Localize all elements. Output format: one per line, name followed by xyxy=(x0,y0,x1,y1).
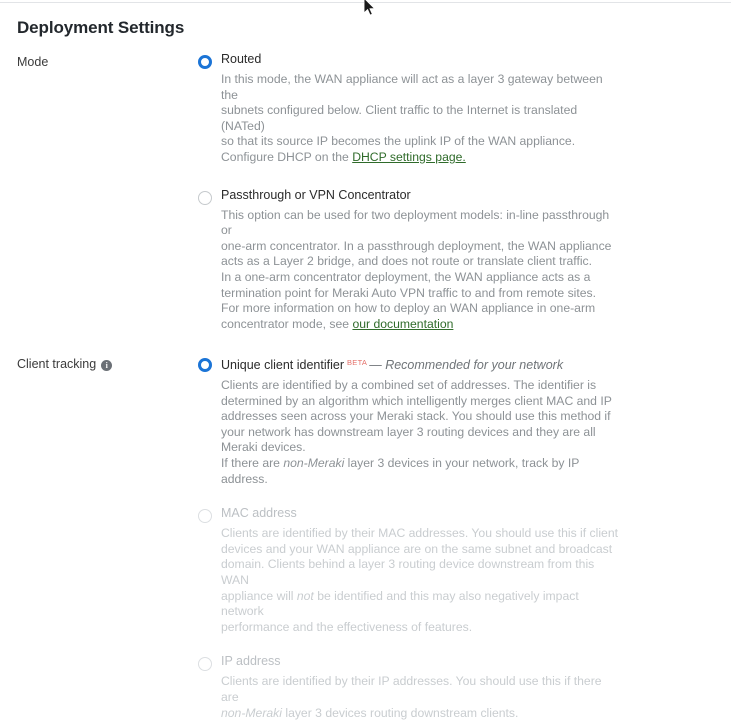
ip-desc-line-2 xyxy=(221,706,621,721)
passthrough-desc-line-7-text: concentrator mode, see xyxy=(221,317,352,331)
option-passthrough[interactable] xyxy=(198,188,628,333)
dhcp-settings-page-link[interactable]: DHCP settings page. xyxy=(352,150,466,164)
mac-desc-line-4-a: appliance will xyxy=(221,589,297,603)
passthrough-desc-line-2: one-arm concentrator. In a passthrough deployment, the WAN appliance xyxy=(221,239,621,255)
radio-routed[interactable] xyxy=(198,55,212,69)
beta-badge: BETA xyxy=(347,358,367,367)
uci-desc-line-3: addresses seen across your Meraki stack. You should use this method if xyxy=(221,409,621,425)
option-ip-description xyxy=(221,674,621,721)
option-ip-address[interactable] xyxy=(198,654,628,721)
mode-options-group xyxy=(198,52,628,332)
mode-row-label xyxy=(17,55,48,69)
mac-desc-line-4 xyxy=(221,589,621,620)
option-mac-label: MAC address xyxy=(221,506,297,521)
ip-desc-line-2-b: layer 3 devices routing downstream clients. xyxy=(282,706,518,720)
ip-desc-line-2-emphasis: non-Meraki xyxy=(221,706,282,720)
mode-label-text: Mode xyxy=(17,55,48,69)
option-routed-description xyxy=(221,72,621,166)
info-icon[interactable]: i xyxy=(101,360,112,371)
option-passthrough-description xyxy=(221,208,621,333)
uci-desc-line-4: your network has downstream layer 3 routing devices and they are all xyxy=(221,425,621,441)
option-passthrough-label: Passthrough or VPN Concentrator xyxy=(221,188,411,203)
option-uci-description xyxy=(221,378,621,487)
mac-desc-line-5: performance and the effectiveness of features. xyxy=(221,620,621,636)
page-title: Deployment Settings xyxy=(17,18,184,38)
option-unique-client-identifier[interactable] xyxy=(198,355,628,487)
top-divider xyxy=(0,2,731,3)
mac-desc-line-4-emphasis: not xyxy=(297,589,314,603)
client-tracking-row-label xyxy=(17,357,112,371)
option-passthrough-head[interactable] xyxy=(198,188,628,203)
our-documentation-link[interactable]: our documentation xyxy=(352,317,453,331)
radio-ip-address[interactable] xyxy=(198,657,212,671)
uci-desc-line-1: Clients are identified by a combined set of addresses. The identifier is xyxy=(221,378,621,394)
uci-desc-line-2: determined by an algorithm which intelligently merges client MAC and IP xyxy=(221,394,621,410)
mac-desc-line-4-c: be identified and this may also negatively impact network xyxy=(221,589,579,619)
client-tracking-label-text: Client tracking xyxy=(17,357,96,371)
passthrough-desc-line-4: In a one-arm concentrator deployment, the WAN appliance acts as a xyxy=(221,270,621,286)
option-ip-head[interactable] xyxy=(198,654,628,669)
option-uci-head[interactable] xyxy=(198,355,628,373)
option-routed-head[interactable] xyxy=(198,52,628,67)
option-mac-head[interactable] xyxy=(198,506,628,521)
radio-passthrough[interactable] xyxy=(198,191,212,205)
passthrough-desc-line-7 xyxy=(221,317,621,333)
option-mac-address[interactable] xyxy=(198,506,628,635)
option-uci-label xyxy=(221,355,563,373)
uci-desc-line-6 xyxy=(221,456,621,487)
routed-desc-line-4 xyxy=(221,150,621,166)
option-routed[interactable] xyxy=(198,52,628,166)
uci-desc-line-6-emphasis: non-Meraki xyxy=(283,456,344,470)
passthrough-desc-line-6: For more information on how to deploy an WAN appliance in one-arm xyxy=(221,301,621,317)
routed-desc-line-3: so that its source IP becomes the uplink IP of the WAN appliance. xyxy=(221,134,621,150)
uci-desc-line-6-a: If there are xyxy=(221,456,283,470)
passthrough-desc-line-1: This option can be used for two deployment models: in-line passthrough or xyxy=(221,208,621,239)
recommended-note: — Recommended for your network xyxy=(369,358,563,372)
client-tracking-options-group xyxy=(198,355,628,721)
radio-mac-address[interactable] xyxy=(198,509,212,523)
mac-desc-line-3: domain. Clients behind a layer 3 routing device downstream from this WAN xyxy=(221,557,621,588)
uci-desc-line-5: Meraki devices. xyxy=(221,440,621,456)
option-uci-label-text: Unique client identifier xyxy=(221,358,344,372)
option-ip-label: IP address xyxy=(221,654,281,669)
routed-desc-line-4-text: Configure DHCP on the xyxy=(221,150,352,164)
uci-desc-line-6-c: layer 3 devices in your network, track by IP address. xyxy=(221,456,579,486)
radio-unique-client-identifier[interactable] xyxy=(198,358,212,372)
ip-desc-line-1: Clients are identified by their IP addresses. You should use this if there are xyxy=(221,674,621,705)
routed-desc-line-2: subnets configured below. Client traffic to the Internet is translated (NATed) xyxy=(221,103,621,134)
passthrough-desc-line-3: acts as a Layer 2 bridge, and does not route or translate client traffic. xyxy=(221,254,621,270)
mac-desc-line-1: Clients are identified by their MAC addresses. You should use this if client xyxy=(221,526,621,542)
option-routed-label: Routed xyxy=(221,52,261,67)
option-mac-description xyxy=(221,526,621,635)
passthrough-desc-line-5: termination point for Meraki Auto VPN traffic to and from remote sites. xyxy=(221,286,621,302)
mac-desc-line-2: devices and your WAN appliance are on the same subnet and broadcast xyxy=(221,542,621,558)
routed-desc-line-1: In this mode, the WAN appliance will act as a layer 3 gateway between the xyxy=(221,72,621,103)
